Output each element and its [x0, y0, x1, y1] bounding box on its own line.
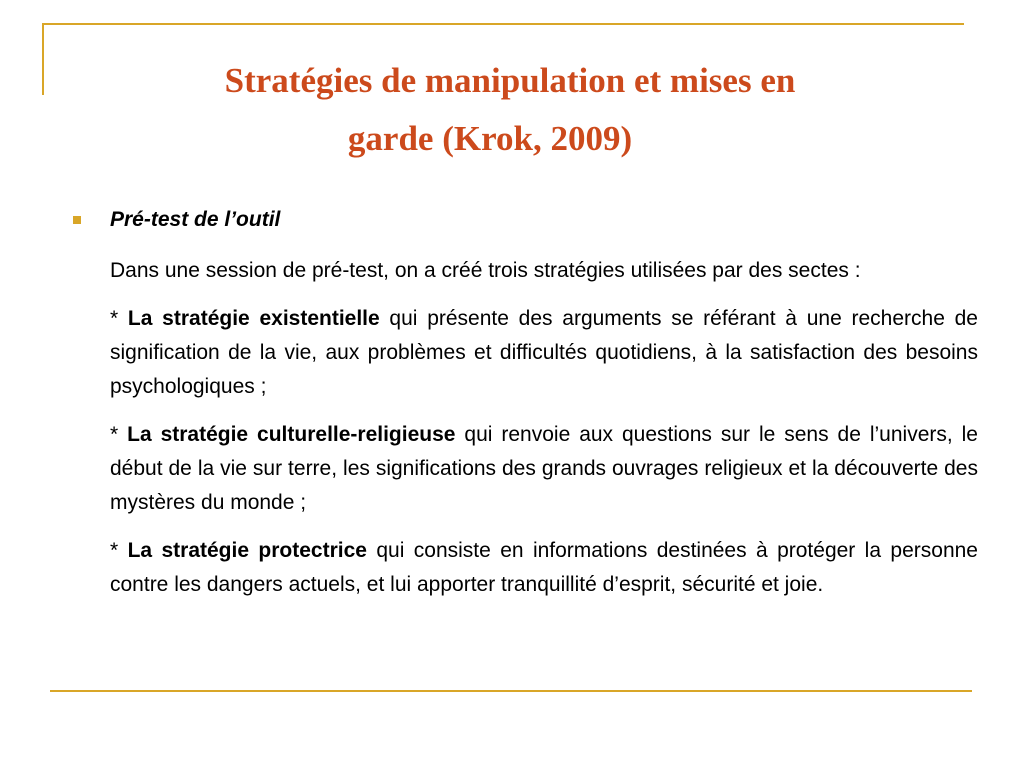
- strategy-name: La stratégie existentielle: [127, 307, 380, 330]
- strategy-paragraph-protectrice: [110, 534, 978, 602]
- strategy-paragraph-existentielle: [110, 302, 978, 404]
- strategy-description: qui renvoie aux questions sur le sens de l’univers, le début de la vie sur terre, les significations des grands ouvrages religieux et la découverte des mystères du monde ;: [110, 423, 978, 514]
- strategy-paragraph-culturelle-religieuse: [110, 418, 978, 520]
- strategy-description: qui présente des arguments se référant à une recherche de signification de la vie, aux problèmes et difficultés quotidiens, à la satisfaction des besoins psychologiques ;: [110, 307, 978, 398]
- title-line-2: garde (Krok, 2009): [347, 119, 633, 158]
- strategy-description: qui consiste en informations destinées à protéger la personne contre les dangers actuels, et lui apporter tranquillité d’esprit, sécurité et joie.: [110, 539, 978, 596]
- title-line-1: Stratégies de manipulation et mises en: [224, 61, 796, 100]
- left-border-line: [42, 23, 44, 95]
- strategy-prefix: *: [110, 423, 128, 446]
- strategy-prefix: *: [110, 539, 128, 562]
- bottom-border-line: [50, 690, 972, 692]
- strategy-prefix: *: [110, 307, 128, 330]
- intro-paragraph: Dans une session de pré-test, on a créé trois stratégies utilisées par des sectes :: [110, 259, 861, 282]
- slide-title: [60, 52, 960, 168]
- body-text: [110, 254, 978, 616]
- bullet-heading: Pré-test de l’outil: [110, 208, 281, 231]
- top-border-line: [42, 23, 964, 25]
- strategy-name: La stratégie culturelle-religieuse: [127, 423, 456, 446]
- strategy-name: La stratégie protectrice: [127, 539, 367, 562]
- square-bullet-icon: [73, 216, 81, 224]
